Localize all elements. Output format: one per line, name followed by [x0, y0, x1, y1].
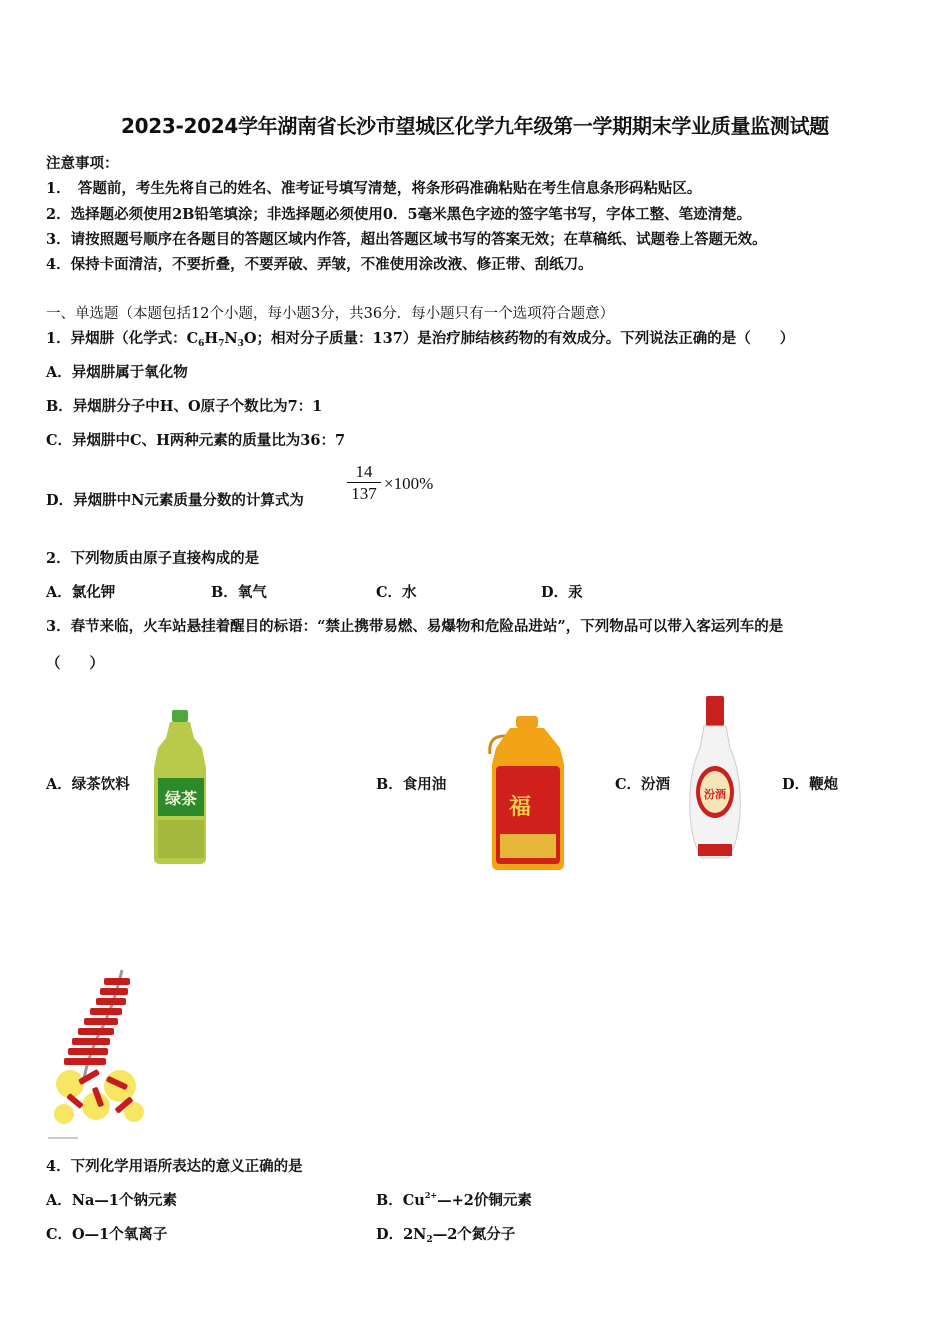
fraction-multiplier: ×100% — [384, 474, 434, 493]
notice-item-3: 3．请按照题号顺序在各题目的答题区域内作答，超出答题区域书写的答案无效；在草稿纸、试题卷上答题无效。 — [46, 231, 767, 248]
notice-item-2: 2．选择题必须使用2B铅笔填涂；非选择题必须使用0．5毫米黑色字迹的签字笔书写，字体工整、笔迹清楚。 — [46, 206, 752, 223]
question-1-option-d: D．异烟肼中N元素质量分数的计算式为 — [46, 492, 304, 509]
question-4-option-a: A．Na—1个钠元素 — [46, 1192, 177, 1209]
question-2-option-a: A．氯化钾 — [46, 584, 116, 601]
question-2-option-b: B．氧气 — [211, 584, 267, 601]
firecrackers-image — [48, 966, 154, 1142]
question-1-stem: 1．异烟肼（化学式：$C_6H_7N_3O$；相对分子质量：137）是治疗肺结核药物的有效成分。下列说法正确的是（ ） — [46, 330, 795, 349]
green-tea-bottle-image — [148, 708, 212, 868]
fraction-numerator: 14 — [347, 462, 381, 483]
question-3-stem: 3．春节来临，火车站悬挂着醒目的标语：“禁止携带易燃、易爆物和危险品进站”，下列物品可以带入客运列车的是 — [46, 618, 784, 635]
question-3-paren: （ ） — [46, 655, 104, 672]
question-3-option-d: D．鞭炮 — [782, 776, 839, 793]
question-1-option-b: B．异烟肼分子中H、O原子个数比为7：1 — [46, 398, 323, 415]
cooking-oil-bottle-image — [486, 714, 568, 872]
question-2-option-d: D．汞 — [541, 584, 583, 601]
wine-label-text: 汾酒 — [704, 788, 726, 801]
question-2-stem: 2．下列物质由原子直接构成的是 — [46, 550, 260, 567]
question-4-option-c: C．O—1个氧离子 — [46, 1226, 168, 1243]
notice-heading: 注意事项： — [46, 155, 119, 172]
question-3-option-b: B．食用油 — [376, 776, 447, 793]
question-4-option-d: D．$2N_2—2$个氮分子 — [376, 1226, 516, 1245]
question-3-option-c: C．汾酒 — [615, 776, 671, 793]
notice-item-1: 1． 答题前，考生先将自己的姓名、准考证号填写清楚，将条形码准确粘贴在考生信息条形码粘贴区。 — [46, 180, 702, 197]
question-1-option-a: A．异烟肼属于氧化物 — [46, 364, 188, 381]
fraction — [347, 462, 381, 505]
question-3-option-a: A．绿茶饮料 — [46, 776, 130, 793]
question-4-stem: 4．下列化学用语所表达的意义正确的是 — [46, 1158, 303, 1175]
question-1-option-c: C．异烟肼中C、H两种元素的质量比为36：7 — [46, 432, 346, 449]
fraction-denominator: 137 — [351, 484, 377, 503]
question-4-option-b: B．$Cu^{2+}—+2$价铜元素 — [376, 1190, 532, 1209]
section-heading: 一、单选题（本题包括12个小题，每小题3分，共36分．每小题只有一个选项符合题意） — [46, 306, 615, 322]
fenjiu-bottle-image — [686, 694, 744, 866]
oil-label-text: 福 — [508, 795, 532, 820]
notice-item-4: 4．保持卡面清洁，不要折叠，不要弄破、弄皱，不准使用涂改液、修正带、刮纸刀。 — [46, 256, 593, 273]
tea-label-text: 绿茶 — [164, 789, 198, 808]
question-2-option-c: C．水 — [376, 584, 417, 601]
page-title: 2023-2024学年湖南省长沙市望城区化学九年级第一学期期末学业质量监测试题 — [121, 114, 829, 138]
